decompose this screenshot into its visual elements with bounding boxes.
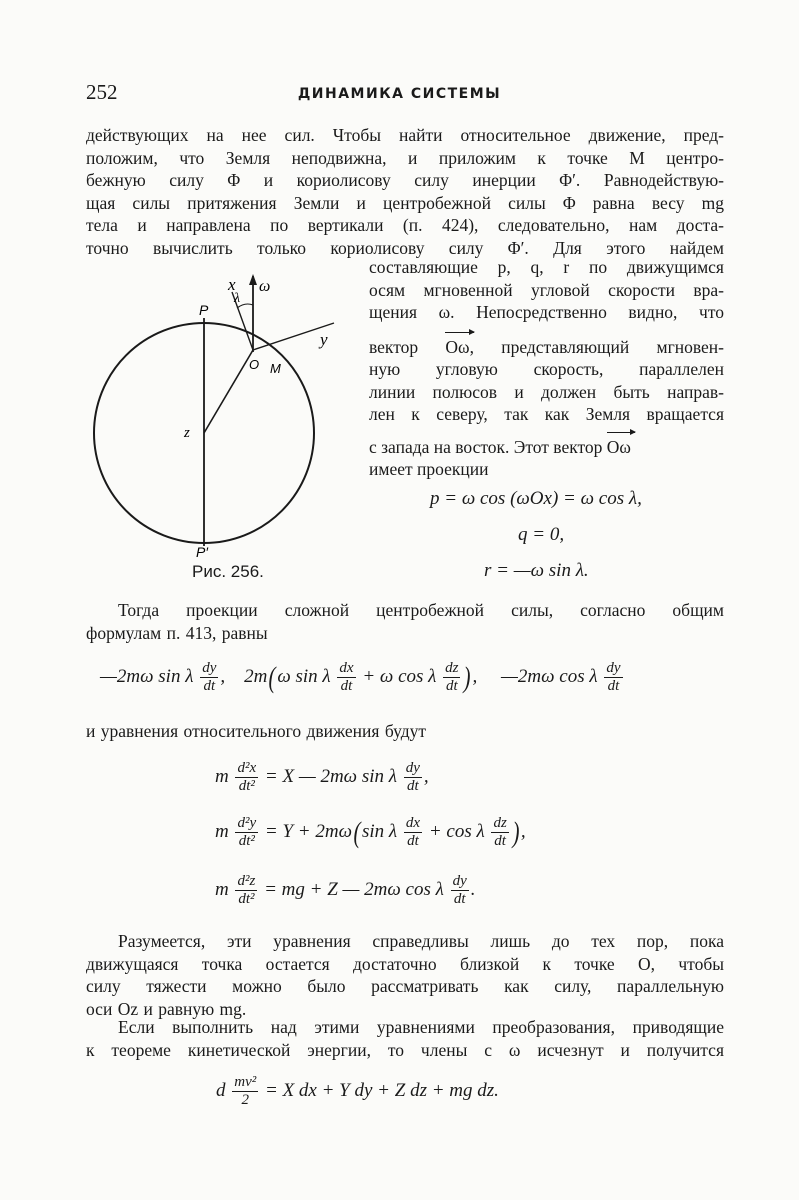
projection-r: r = —ω sin λ.	[484, 560, 589, 581]
running-title: ДИНАМИКА СИСТЕМЫ	[297, 86, 502, 102]
equation-z: m $\frac{\text{d²z}}{\text{dt²}}$ = mg + Z — 2mω cos λ $\frac{dy}{dt}$ .	[215, 873, 476, 907]
text-line: и уравнения относительного движения будут	[86, 721, 427, 741]
centrifugal-components: —2mω sin λ $\frac{dy}{dt}$ , 2m(ω sin λ $\frac{dx}{dt}$ + ω cos λ $\frac{dz}{dt}$ ), —2mω cos λ $\frac{dy}{dt}$	[100, 660, 621, 694]
text-line: составляющие p, q, r по движущимся	[369, 257, 724, 277]
text-line: силу тяжести можно было рассматривать как силу, параллельную	[86, 976, 724, 997]
text-line: точно вычислить только кориолисову силу Φ′. Для этого найдем	[86, 237, 724, 258]
text-line: Если выполнить над этими уравнениями преобразования, приводящие	[118, 1017, 724, 1037]
radius-line	[204, 350, 253, 433]
text-line: вектор Oω, представляющий мгновен-	[369, 336, 724, 357]
text-line: к теореме кинетической энергии, то члены с ω исчезнут и получится	[86, 1039, 724, 1060]
label-m: M	[270, 361, 281, 376]
text-line: Тогда проекции сложной центробежной силы, согласно общим	[118, 600, 724, 620]
figure-caption: Рис. 256.	[192, 562, 264, 581]
text-line: щения ω. Непосредственно видно, что	[369, 302, 724, 322]
text-line: движущаяся точка остается достаточно близкой к точке O, чтобы	[86, 953, 724, 974]
label-x: x	[228, 275, 236, 294]
text-line: формулам п. 413, равны	[86, 622, 268, 643]
text-line: положим, что Земля неподвижна, и приложим к точке M центро-	[86, 147, 724, 168]
label-o: O	[249, 357, 260, 372]
text-line: действующих на нее сил. Чтобы найти относительное движение, пред-	[86, 125, 724, 145]
paragraph-5	[86, 1016, 724, 1061]
text-line: Разумеется, эти уравнения справедливы лишь до тех пор, пока	[118, 931, 724, 951]
text-line: осям мгновенной угловой скорости вра-	[369, 279, 724, 300]
text-line: бежную силу Φ и кориолисову силу инерции Φ′. Равнодействую-	[86, 170, 724, 191]
equation-x: m $\frac{\text{d²x}}{\text{dt²}}$ = X — 2mω sin λ $\frac{dy}{dt}$ ,	[215, 760, 429, 794]
text-line: лен к северу, так как Земля вращается	[369, 404, 724, 424]
vector-o-omega: Oω	[606, 436, 631, 457]
projection-p: p = ω cos (ωOx) = ω cos λ,	[430, 488, 642, 509]
vector-o-omega: Oω	[445, 336, 470, 357]
page-number: 252	[86, 80, 118, 104]
equation-y: m $\frac{\text{d²y}}{\text{dt²}}$ = Y + 2mω(sin λ $\frac{dx}{dt}$ + cos λ $\frac{dz}{dt}$ ),	[215, 815, 526, 849]
label-p-prime: P′	[196, 544, 208, 560]
text-line: щая силы притяжения Земли и центробежной силы Φ равна весу mg	[86, 192, 724, 213]
text-line: оси Oz и равную mg.	[86, 998, 247, 1019]
text-line: с запада на восток. Этот вектор Oω	[369, 436, 631, 457]
projection-q: q = 0,	[518, 524, 565, 545]
text-line: тела и направлена по вертикали (п. 424), следовательно, нам доста-	[86, 215, 724, 236]
label-lambda: λ	[234, 291, 241, 306]
label-omega: ω	[259, 278, 271, 295]
text-line: имеет проекции	[369, 459, 489, 479]
text-line: ную угловую скорость, параллелен	[369, 359, 724, 379]
omega-arrowhead	[249, 274, 257, 285]
energy-equation: d $\frac{\text{mv²}}{2}$ = X dx + Y dy + Z dz + mg dz.	[216, 1074, 499, 1108]
paragraph-3	[86, 720, 724, 743]
paragraph-2	[86, 599, 724, 644]
side-text	[369, 256, 724, 481]
label-p: P	[199, 302, 209, 318]
text-line: линии полюсов и должен быть направ-	[369, 381, 724, 402]
label-z: z	[184, 425, 190, 441]
label-y: y	[320, 330, 328, 349]
paragraph-4	[86, 930, 724, 1020]
